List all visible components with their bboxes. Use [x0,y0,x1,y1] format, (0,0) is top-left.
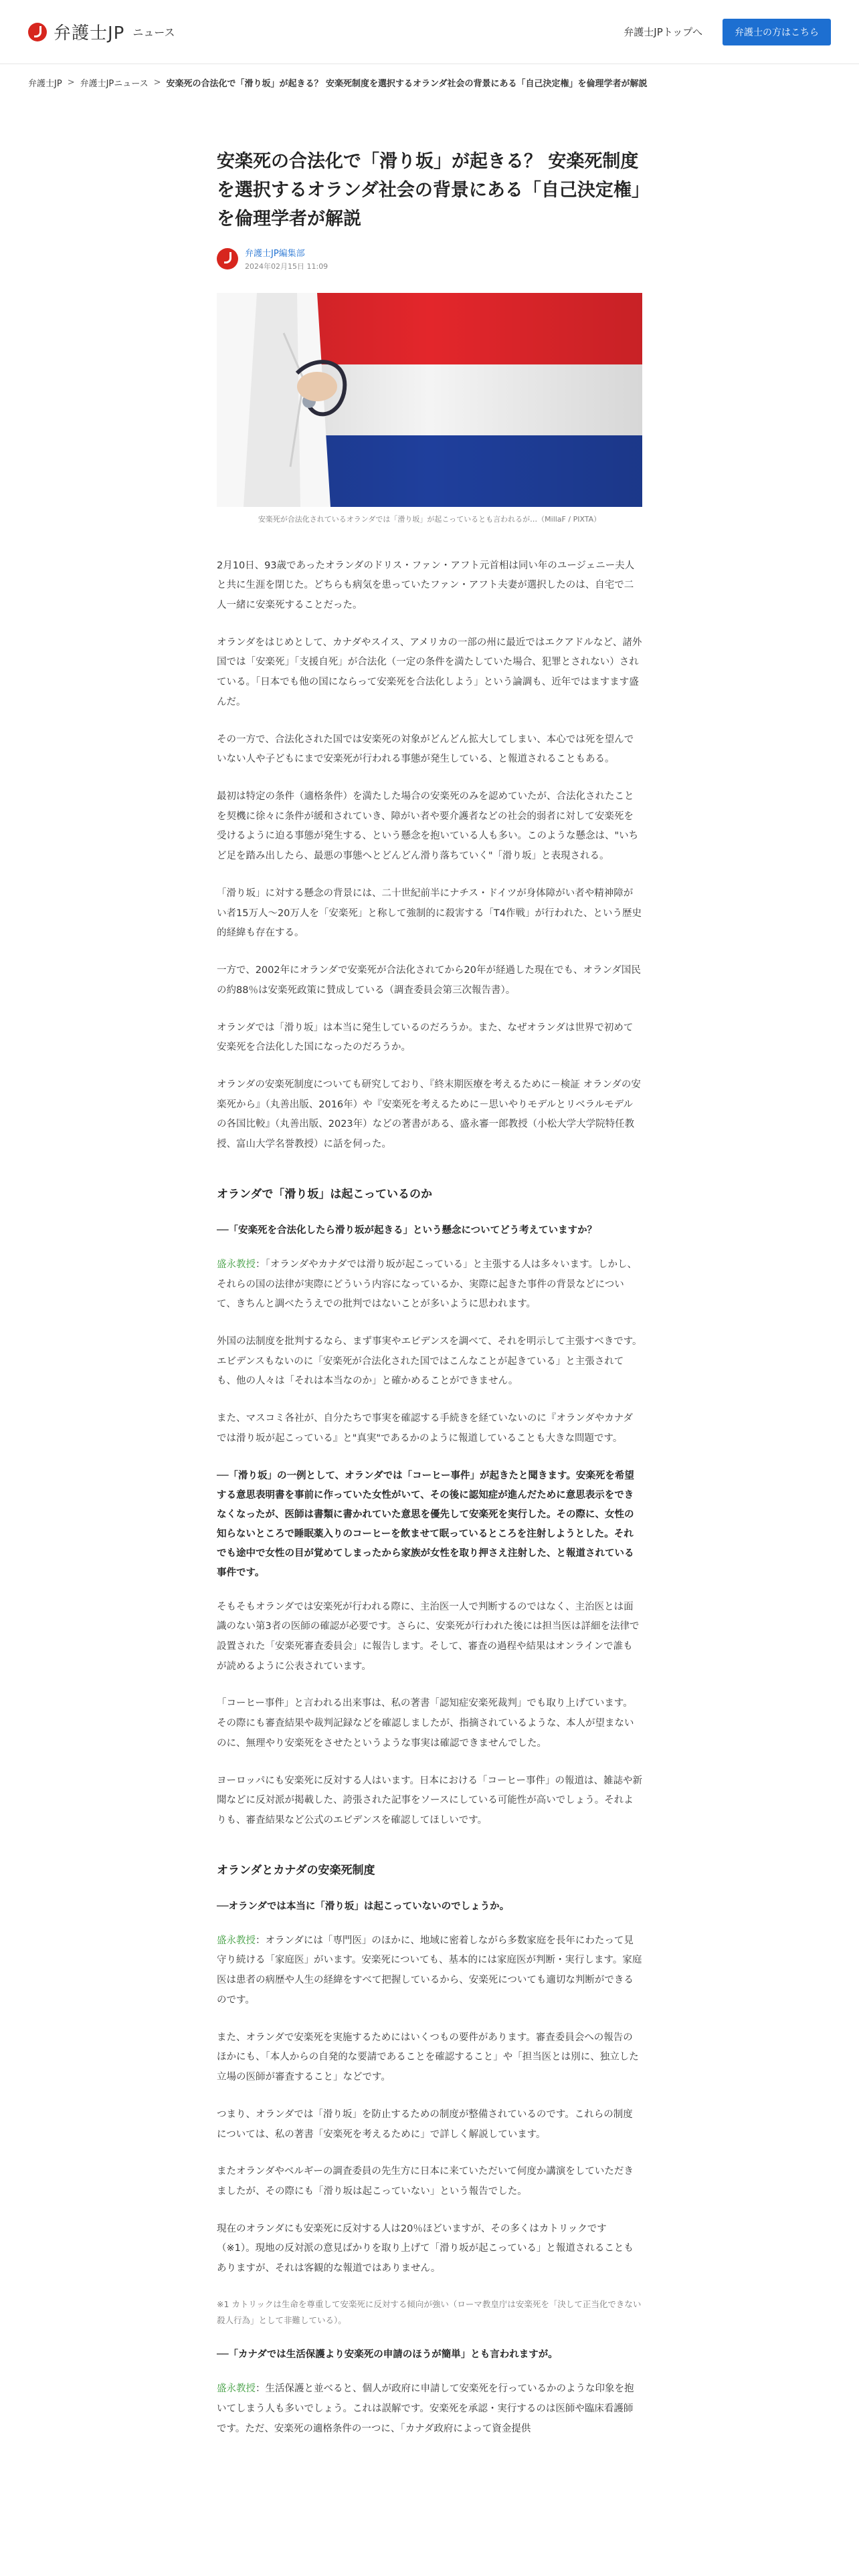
speaker-name: 盛永教授 [217,1935,256,1946]
interview-answer [217,2379,642,2439]
answer-text: ：生活保護と並べると、個人が政府に申請して安楽死を行っているかのような印象を抱いてしまう人も多いでしょう。これは誤解です。安楽死を承認・実行するのは医師や臨床看護師です。ただ、安楽死の適格条件の一つに、「カナダ政府によって資金提供 [217,2383,634,2434]
speaker-name: 盛永教授 [217,1259,256,1270]
answer-text: ：「オランダやカナダでは滑り坂が起こっている」と主張する人は多々います。しかし、それらの国の法律が実際にどういう内容になっているか、実際に起きた事件の背景などについて、きちんと調べたうえでの批判ではないことが多いように思われます。 [217,1259,637,1310]
paragraph: 現在のオランダにも安楽死に反対する人は20％ほどいますが、その多くはカトリックです（※1）。現地の反対派の意見ばかりを取り上げて「滑り坂が起こっている」と報道されることもありますが、それは客観的な報道ではありません。 [217,2223,634,2274]
breadcrumb-current: 安楽死の合法化で「滑り坂」が起きる？ 安楽死制度を選択するオランダ社会の背景にある「自己決定権」を倫理学者が解説 [166,78,648,89]
hero-image [217,293,642,507]
paragraph: 「コーヒー事件」と言われる出来事は、私の著書「認知症安楽死裁判」でも取り上げています。その際にも審査結果や裁判記録などを確認しましたが、指摘されているような、本人が望まないのに、無理やり安楽死をさせたというような事実は確認できませんでした。 [217,1698,634,1749]
paragraph: 外国の法制度を批判するなら、まず事実やエビデンスを調べて、それを明示して主張すべきです。エビデンスもないのに「安楽死が合法化された国ではこんなことが起きている」と主張されても、他の人々は「それは本当なのか」と確かめることができません。 [217,1335,642,1387]
logo-mark-icon [28,23,47,41]
paragraph: その一方で、合法化された国では安楽死の対象がどんどん拡大してしまい、本心では死を望んでいない人や子どもにまで安楽死が行われる事態が発生している、と報道されることもある。 [217,734,634,765]
paragraph: オランダをはじめとして、カナダやスイス、アメリカの一部の州に最近ではエクアドルなど、諸外国では「安楽死」「支援自死」が合法化（一定の条件を満たしていた場合、犯罪とされない）されている。「日本でも他の国にならって安楽死を合法化しよう」という論調も、近年ではますます盛んだ。 [217,637,642,708]
paragraph: オランダの安楽死制度についても研究しており、『終末期医療を考えるために－検証 オランダの安楽死から』（丸善出版、2016年）や『安楽死を考えるために－思いやりモデルとリベラルモデルの各国比較』（丸善出版、2023年）などの著書がある、盛永審一郎教授（小松大学大学院特任教授、富山大学名誉教授）に話を伺った。 [217,1079,641,1150]
section-heading: オランダとカナダの安楽死制度 [217,1863,375,1877]
interview-question: ──「安楽死を合法化したら滑り坂が起きる」という懸念についてどう考えていますか？ [217,1224,597,1236]
footnote: ※1 カトリックは生命を尊重して安楽死に反対する傾向が強い（ローマ教皇庁は安楽死を「決して正当化できない殺人行為」として非難している）。 [217,2298,642,2325]
article-title: 安楽死の合法化で「滑り坂」が起きる？ 安楽死制度を選択するオランダ社会の背景にある「自己決定権」を倫理学者が解説 [217,151,641,230]
byline [217,246,642,272]
netherlands-flag-doctor-image [217,293,642,507]
paragraph: また、マスコミ各社が、自分たちで事実を確認する手続きを経ていないのに『オランダやカナダでは滑り坂が起こっている』と"真実"であるかのように報道していることも大きな問題です。 [217,1413,634,1444]
breadcrumb [0,64,859,100]
section-heading: オランダで「滑り坂」は起こっているのか [217,1187,432,1201]
speaker-name: 盛永教授 [217,2383,256,2395]
site-header [0,0,859,64]
author-avatar [217,248,238,270]
interview-question: ──「カナダでは生活保護より安楽死の申請のほうが簡単」とも言われますが。 [217,2349,558,2361]
paragraph: また、オランダで安楽死を実施するためにはいくつもの要件があります。審査委員会への報告のほかにも、「本人からの自発的な要請であることを確認すること」や「担当医とは別に、独立した立場の医師が審査すること」などです。 [217,2032,639,2083]
interview-question: ──「滑り坂」の一例として、オランダでは「コーヒー事件」が起きたと聞きます。安楽死を希望する意思表明書を事前に作っていた女性がいて、その後に認知症が進んだために意思表示をできなくなったが、医師は書類に書かれていた意思を優先して安楽死を実行した。その際に、女性の知らないところで睡眠薬入りのコーヒーを飲ませて眠っているところを注射しようとした。それでも途中で女性の目が覚めてしまったから家族が女性を取り押さえ注射した、と報道されている事件です。 [217,1470,634,1578]
publish-date: 2024年02月15日 11:09 [245,261,328,271]
logo-subtext: ニュース [132,26,175,39]
paragraph: 最初は特定の条件（適格条件）を満たした場合の安楽死のみを認めていたが、合法化されたことを契機に徐々に条件が緩和されていき、障がい者や要介護者などの社会的弱者に対して安楽死を受けるように迫る事態が発生する、という懸念を抱いている人も多い。このような懸念は、"いちど足を踏み出したら、最悪の事態へとどんどん滑り落ちていく"「滑り坂」と表現される。 [217,791,639,862]
paragraph: 「滑り坂」に対する懸念の背景には、二十世紀前半にナチス・ドイツが身体障がい者や精神障がい者15万人～20万人を「安楽死」と称して強制的に殺害する「T4作戦」が行われた、という歴史的経緯も存在する。 [217,887,642,939]
image-caption: 安楽死が合法化されているオランダでは「滑り坂」が起こっているとも言われるが…（MillaF / PIXTA） [258,514,601,524]
interview-answer [217,1931,642,2011]
paragraph: ヨーロッパにも安楽死に反対する人はいます。日本における「コーヒー事件」の報道は、雑誌や新聞などに反対派が掲載した、誇張された記事をソースにしている可能性が高いでしょう。それよりも、審査結果など公式のエビデンスを確認してほしいです。 [217,1775,642,1826]
breadcrumb-separator-icon: > [67,77,75,88]
logo-text: 弁護士JP [54,23,125,43]
header-actions [624,19,831,45]
top-page-link[interactable]: 弁護士JPトップへ [624,26,702,38]
paragraph: 2月10日、93歳であったオランダのドリス・ファン・アフト元首相は同い年のユージェニー夫人と共に生涯を閉じた。どちらも病気を患っていたファン・アフト夫妻が選択したのは、自宅で二人一緒に安楽死することだった。 [217,560,635,611]
paragraph: オランダでは「滑り坂」は本当に発生しているのだろうか。また、なぜオランダは世界で初めて安楽死を合法化した国になったのだろうか。 [217,1022,634,1053]
paragraph: またオランダやベルギーの調査委員の先生方に日本に来ていただいて何度か講演をしていただきましたが、その際にも「滑り坂は起こっていない」という報告でした。 [217,2166,634,2197]
paragraph: そもそもオランダでは安楽死が行われる際に、主治医一人で判断するのではなく、主治医とは面識のない第3者の医師の確認が必要です。さらに、安楽死が行われた後には担当医は詳細を法律で設置された「安楽死審査委員会」に報告します。そして、審査の過程や結果はオンラインで誰もが読めるように公表されています。 [217,1601,640,1672]
author-name[interactable]: 弁護士JP編集部 [245,248,305,259]
paragraph: 一方で、2002年にオランダで安楽死が合法化されてから20年が経過した現在でも、オランダ国民の約88％は安楽死政策に賛成している（調査委員会第三次報告書）。 [217,965,641,996]
paragraph: つまり、オランダでは「滑り坂」を防止するための制度が整備されているのです。これらの制度については、私の著書「安楽死を考えるために」で詳しく解説しています。 [217,2109,633,2140]
breadcrumb-section[interactable]: 弁護士JPニュース [80,78,149,89]
site-logo[interactable] [28,19,175,44]
interview-question: ──オランダでは本当に「滑り坂」は起こっていないのでしょうか。 [217,1901,510,1912]
article [217,100,642,2439]
interview-answer [217,1255,642,1315]
breadcrumb-home[interactable]: 弁護士JP [28,78,62,89]
lawyer-entry-button[interactable]: 弁護士の方はこちら [723,19,831,45]
answer-text: ：オランダには「専門医」のほかに、地域に密着しながら多数家庭を長年にわたって見守り続ける「家庭医」がいます。安楽死についても、基本的には家庭医が判断・実行します。家庭医は患者の病歴や人生の経緯をすべて把握しているから、安楽死についても適切な判断ができるのです。 [217,1935,642,2006]
breadcrumb-separator-icon: > [153,77,161,88]
